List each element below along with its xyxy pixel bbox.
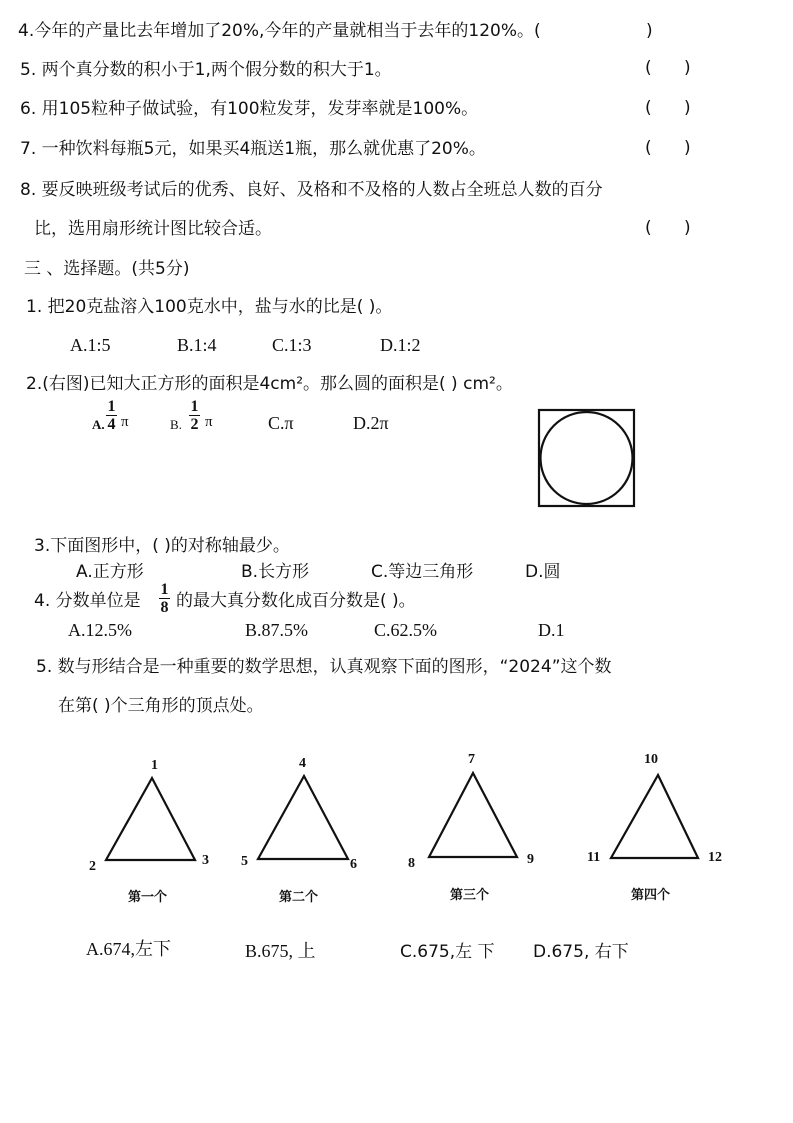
choice-q2-text: 2.(右图)已知大正方形的面积是4cm²。那么圆的面积是( ) cm²。 [26, 374, 513, 394]
choice-q2-option-b-fraction [189, 399, 200, 432]
choice-q3-option-d: D.圆 [525, 562, 561, 582]
choice-q4-option-c: C.62.5% [374, 620, 437, 640]
triangle-1-left-number: 2 [89, 859, 96, 874]
triangle-2-top-number: 4 [299, 756, 306, 771]
choice-q3-text: 3.下面图形中，( )的对称轴最少。 [34, 536, 290, 556]
triangle-1-shape [100, 775, 200, 867]
triangle-4-shape [604, 772, 704, 864]
triangle-1-right-number: 3 [202, 853, 209, 868]
triangle-3-top-number: 7 [468, 752, 475, 767]
choice-q2-option-b-pi: π [205, 414, 213, 430]
judge-q5-text: 5. 两个真分数的积小于1,两个假分数的积大于1。 [20, 60, 392, 80]
fraction-denominator: 2 [190, 416, 199, 433]
circle-shape [541, 412, 633, 504]
fraction-numerator: 1 [160, 581, 169, 598]
triangle-sequence-figure [80, 750, 740, 910]
triangle-2-left-number: 5 [241, 854, 248, 869]
choice-q2-option-a-pi: π [121, 414, 129, 430]
choice-q4-option-a: A.12.5% [68, 620, 132, 640]
judge-q8-line1: 8. 要反映班级考试后的优秀、良好、及格和不及格的人数占全班总人数的百分 [20, 180, 603, 200]
judge-q4-close: ) [646, 21, 653, 41]
judge-q8-paren: ( ) [645, 218, 691, 238]
square-with-inscribed-circle-figure [537, 408, 637, 508]
section3-title: 三 、选择题。(共5分) [24, 259, 190, 279]
triangle-1-caption: 第一个 [128, 890, 168, 905]
choice-q4-option-b: B.87.5% [245, 620, 308, 640]
square-shape [539, 410, 634, 506]
choice-q5-option-d: D.675, 右下 [533, 942, 629, 962]
choice-q3-option-c: C.等边三角形 [371, 562, 474, 582]
judge-q6-text: 6. 用105粒种子做试验，有100粒发芽，发芽率就是100%。 [20, 99, 479, 119]
choice-q4-suffix: 的最大真分数化成百分数是( )。 [176, 591, 416, 611]
choice-q2-option-d: D.2π [353, 413, 389, 433]
choice-q1-text: 1. 把20克盐溶入100克水中，盐与水的比是( )。 [26, 297, 393, 317]
triangle-4-caption: 第四个 [631, 888, 671, 903]
choice-q5-line2: 在第( )个三角形的顶点处。 [58, 696, 264, 716]
fraction-denominator: 8 [160, 599, 169, 616]
triangle-2-right-number: 6 [350, 857, 357, 872]
triangle-3-left-number: 8 [408, 856, 415, 871]
triangle-3-shape [425, 770, 525, 862]
judge-q6-paren: ( ) [645, 98, 691, 118]
choice-q2-option-c: C.π [268, 413, 294, 433]
choice-q2-option-b-prefix: B. [170, 417, 182, 432]
triangle-3-right-number: 9 [527, 852, 534, 867]
choice-q1-option-d: D.1:2 [380, 335, 421, 355]
judge-q5-paren: ( ) [645, 58, 691, 78]
fraction-denominator: 4 [107, 416, 116, 433]
fraction-numerator: 1 [107, 398, 116, 415]
judge-q8-line2: 比，选用扇形统计图比较合适。 [34, 219, 272, 239]
triangle-3-caption: 第三个 [450, 888, 490, 903]
judge-q4-text: 4.今年的产量比去年增加了20%,今年的产量就相当于去年的120%。( [18, 21, 541, 41]
choice-q5-line1: 5. 数与形结合是一种重要的数学思想，认真观察下面的图形，“2024”这个数 [36, 657, 612, 677]
choice-q1-option-c: C.1:3 [272, 335, 312, 355]
choice-q5-option-c: C.675,左 下 [400, 942, 495, 962]
choice-q4-option-d: D.1 [538, 620, 565, 640]
choice-q4-fraction [159, 582, 170, 615]
triangle-2-caption: 第二个 [279, 890, 319, 905]
choice-q5-option-b: B.675, 上 [245, 941, 316, 961]
triangle-2-shape [252, 773, 354, 865]
choice-q1-option-a: A.1:5 [70, 335, 111, 355]
triangle-4-top-number: 10 [644, 752, 658, 767]
triangle-4-left-number: 11 [587, 850, 601, 865]
judge-q7-text: 7. 一种饮料每瓶5元，如果买4瓶送1瓶，那么就优惠了20%。 [20, 139, 486, 159]
choice-q2-option-a-fraction [106, 399, 117, 432]
choice-q1-option-b: B.1:4 [177, 335, 217, 355]
judge-q7-paren: ( ) [645, 138, 691, 158]
choice-q5-option-a: A.674,左下 [86, 939, 171, 959]
choice-q3-option-b: B.长方形 [241, 562, 310, 582]
choice-q3-option-a: A.正方形 [76, 562, 144, 582]
fraction-numerator: 1 [190, 398, 199, 415]
triangle-1-top-number: 1 [151, 758, 158, 773]
choice-q2-option-a-prefix: A. [92, 417, 105, 432]
choice-q4-prefix: 4. 分数单位是 [34, 591, 141, 611]
triangle-4-right-number: 12 [708, 850, 722, 865]
